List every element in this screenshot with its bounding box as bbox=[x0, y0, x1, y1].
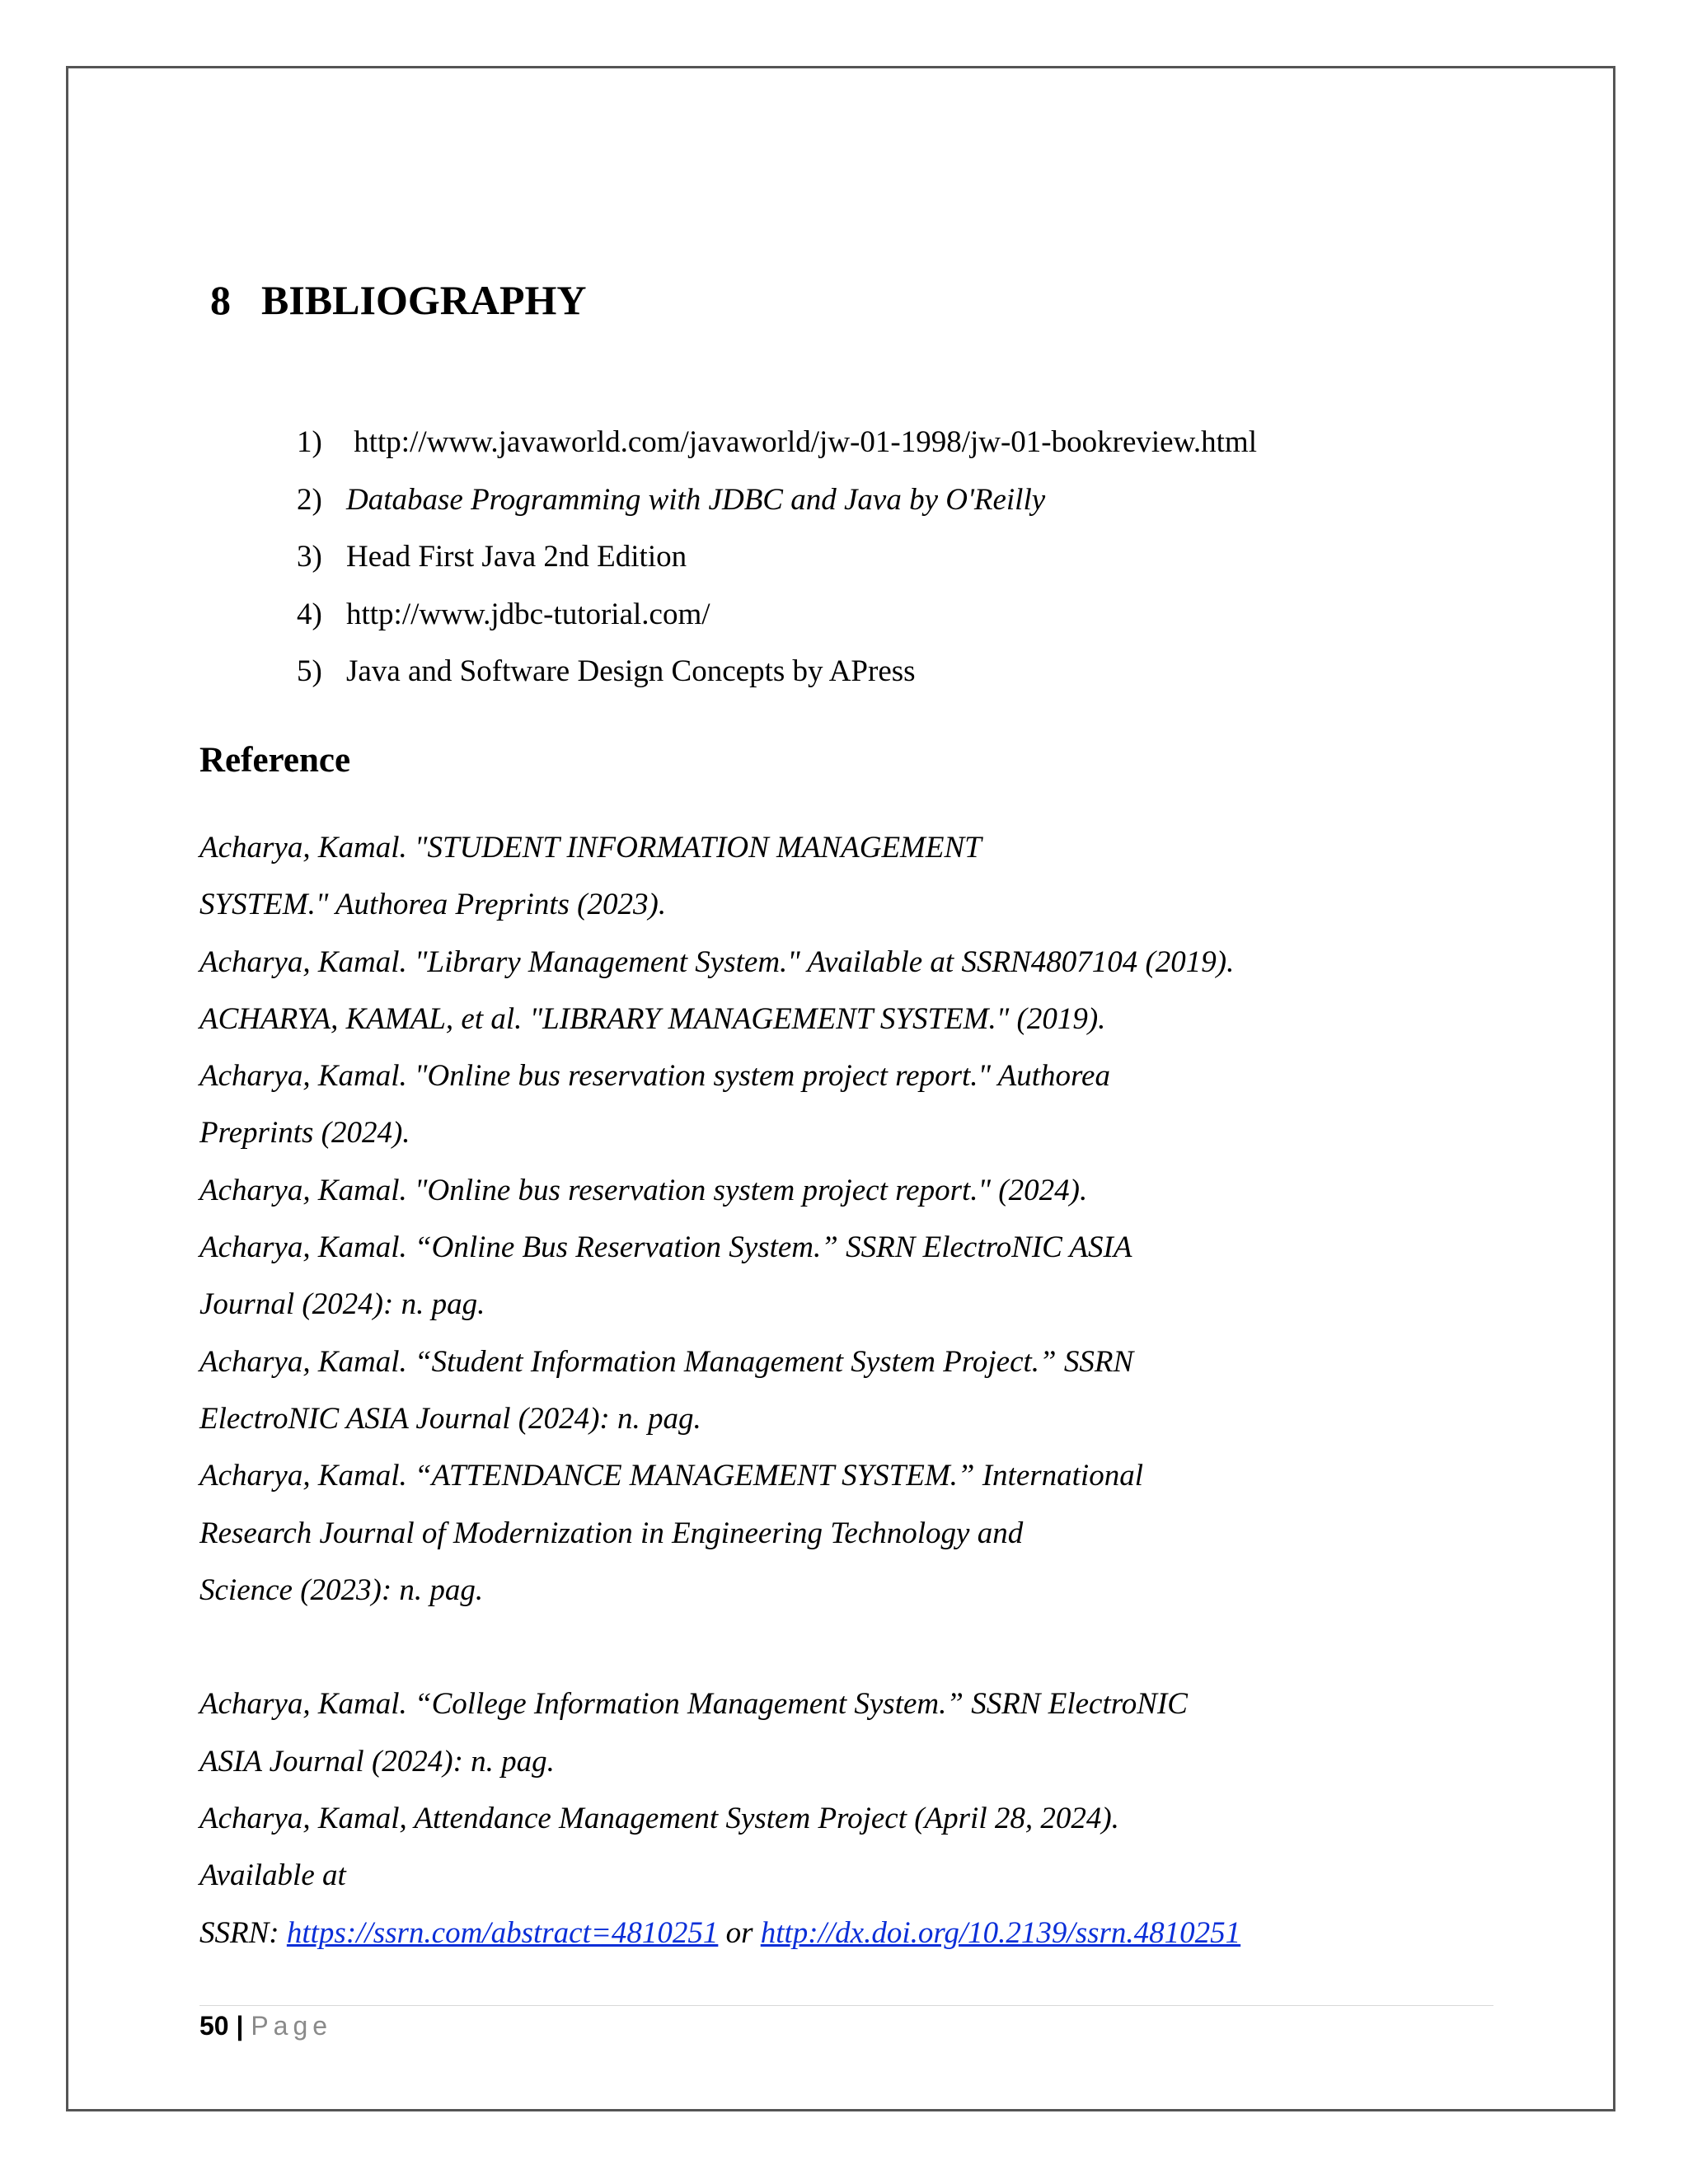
reference-line: Acharya, Kamal. “Online Bus Reservation System.” SSRN ElectroNIC ASIA bbox=[199, 1230, 1132, 1265]
reference-line: Acharya, Kamal, Attendance Management System Project (April 28, 2024). bbox=[199, 1802, 1119, 1836]
section-number: 8 bbox=[210, 277, 231, 323]
reference-line: Preprints (2024). bbox=[199, 1116, 410, 1151]
bibliography-item bbox=[297, 424, 1257, 482]
reference-line: Acharya, Kamal. “College Information Management System.” SSRN ElectroNIC bbox=[199, 1687, 1188, 1722]
reference-line: Acharya, Kamal. "Library Management System." Available at SSRN4807104 (2019). bbox=[199, 944, 1235, 979]
reference-list bbox=[199, 830, 1240, 1972]
item-number: 4) bbox=[297, 597, 322, 631]
bibliography-item bbox=[297, 482, 1257, 540]
footer-separator: | bbox=[228, 2011, 251, 2041]
section-title: BIBLIOGRAPHY bbox=[261, 277, 587, 323]
bibliography-item bbox=[297, 654, 1257, 711]
reference-link-line bbox=[199, 1915, 1240, 1972]
reference-line: ACHARYA, KAMAL, et al. "LIBRARY MANAGEMENT SYSTEM." (2019). bbox=[199, 1001, 1106, 1036]
bibliography-list bbox=[297, 424, 1257, 711]
or-text: or bbox=[718, 1915, 761, 1950]
item-number: 1) bbox=[297, 425, 322, 459]
item-text: http://www.javaworld.com/javaworld/jw-01-1998/jw-01-bookreview.html bbox=[346, 425, 1257, 459]
reference-line: ElectroNIC ASIA Journal (2024): n. pag. bbox=[199, 1401, 701, 1436]
item-text: Database Programming with JDBC and Java by O'Reilly bbox=[346, 482, 1046, 517]
reference-line: Science (2023): n. pag. bbox=[199, 1572, 484, 1607]
item-text: Java and Software Design Concepts by APress bbox=[346, 654, 916, 688]
item-number: 2) bbox=[297, 482, 322, 517]
bibliography-item bbox=[297, 539, 1257, 597]
reference-heading: Reference bbox=[199, 741, 351, 780]
page-number: 50 bbox=[199, 2011, 229, 2041]
reference-line: SYSTEM." Authorea Preprints (2023). bbox=[199, 888, 667, 922]
reference-line: Acharya, Kamal. "Online bus reservation system project report." (2024). bbox=[199, 1173, 1088, 1207]
page-footer bbox=[199, 2011, 332, 2041]
bibliography-item bbox=[297, 597, 1257, 654]
ssrn-abstract-link[interactable]: https://ssrn.com/abstract=4810251 bbox=[286, 1915, 719, 1950]
reference-line: Acharya, Kamal. “Student Information Management System Project.” SSRN bbox=[199, 1344, 1134, 1379]
item-number: 5) bbox=[297, 654, 322, 688]
item-text: http://www.jdbc-tutorial.com/ bbox=[346, 597, 710, 631]
reference-line: Journal (2024): n. pag. bbox=[199, 1287, 485, 1322]
reference-line: Available at bbox=[199, 1858, 346, 1893]
reference-line: Acharya, Kamal. “ATTENDANCE MANAGEMENT SYSTEM.” International bbox=[199, 1459, 1143, 1493]
reference-line: Acharya, Kamal. "Online bus reservation system project report." Authorea bbox=[199, 1059, 1110, 1094]
item-number: 3) bbox=[297, 540, 322, 574]
ssrn-prefix: SSRN: bbox=[199, 1915, 287, 1950]
reference-line: ASIA Journal (2024): n. pag. bbox=[199, 1744, 555, 1779]
reference-line: Acharya, Kamal. "STUDENT INFORMATION MANAGEMENT bbox=[199, 831, 982, 865]
footer-divider bbox=[199, 2005, 1493, 2006]
doi-link[interactable]: http://dx.doi.org/10.2139/ssrn.4810251 bbox=[760, 1915, 1241, 1950]
item-text: Head First Java 2nd Edition bbox=[346, 540, 687, 574]
blank-line bbox=[199, 1629, 1240, 1686]
page-word: Page bbox=[251, 2011, 333, 2041]
section-heading bbox=[210, 276, 587, 324]
reference-line: Research Journal of Modernization in Engineering Technology and bbox=[199, 1516, 1024, 1550]
